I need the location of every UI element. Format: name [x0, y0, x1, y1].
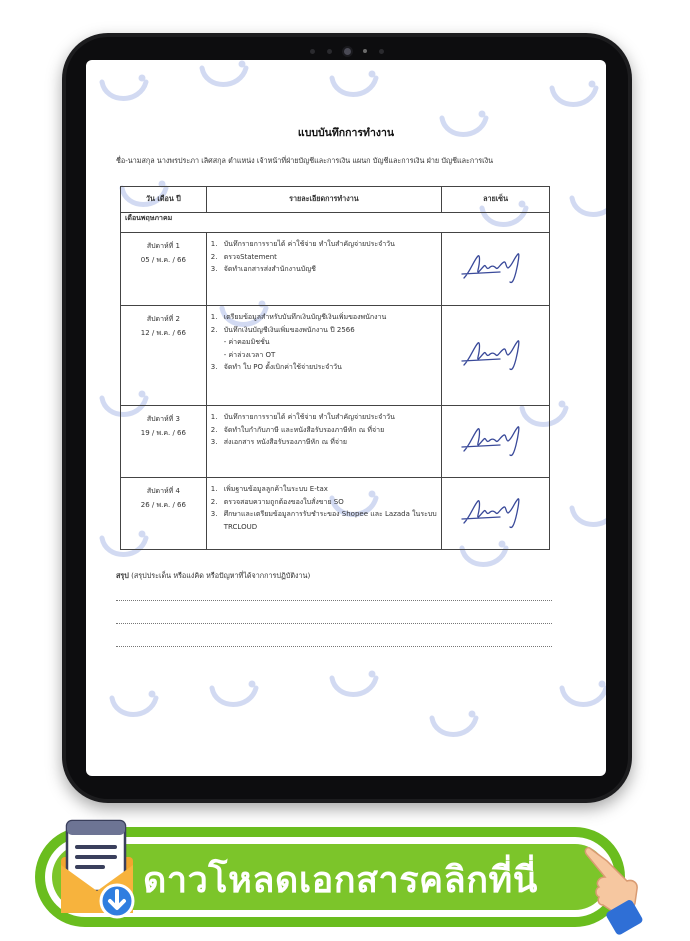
- month-label: เดือนพฤษภาคม: [121, 213, 550, 233]
- task-item: [211, 436, 437, 449]
- month-row: [121, 213, 550, 233]
- watermark-logo: [186, 60, 256, 96]
- detail-cell: [206, 478, 441, 550]
- task-text: บันทึกเงินบัญชีเงินเพิ่มของพนักงาน ปี 2566: [223, 325, 355, 334]
- week-date: 19 / พ.ค. / 66: [140, 429, 186, 437]
- task-number: 1.: [210, 485, 218, 493]
- camera-bar: [66, 46, 628, 56]
- sensor-dot: [327, 49, 332, 54]
- task-number: 2.: [210, 325, 218, 334]
- summary-dotted-line: [116, 623, 552, 624]
- task-item: [211, 508, 437, 533]
- document-download-icon: [53, 813, 143, 923]
- task-item: [211, 496, 437, 509]
- header-detail: รายละเอียดการทำงาน: [206, 187, 441, 213]
- task-text: จัดทำใบกำกับภาษี และหนังสือรับรองภาษีหัก ณ ที่จ่าย: [223, 425, 385, 434]
- signature-cell: [442, 233, 550, 306]
- pointing-hand-icon: [583, 843, 645, 935]
- led-dot: [363, 49, 367, 53]
- task-number: 3.: [210, 510, 218, 518]
- header-date: วัน เดือน ปี: [121, 187, 207, 213]
- task-text: ส่งเอกสาร หนังสือรับรองภาษีหัก ณ ที่จ่าย: [223, 438, 348, 446]
- signature-image: [456, 335, 536, 375]
- task-number: 2.: [210, 497, 218, 506]
- task-number: 3.: [210, 363, 218, 371]
- task-number: 3.: [210, 265, 218, 273]
- task-text: บันทึกรายการรายได้ ค่าใช้จ่าย ทำใบสำคัญจ่ายประจำวัน: [223, 240, 395, 248]
- watermark-logo: [556, 490, 606, 536]
- task-text: บันทึกรายการรายได้ ค่าใช้จ่าย ทำใบสำคัญจ่ายประจำวัน: [223, 413, 395, 421]
- signature-cell: [442, 406, 550, 478]
- task-text: จัดทำ ใบ PO ตั้งเบิกค่าใช้จ่ายประจำวัน: [223, 363, 342, 371]
- employee-info-line: ชื่อ-นามสกุล นางพรประภา เลิศสกุล ตำแหน่ง เจ้าหน้าที่ฝ่ายบัญชีและการเงิน แผนก บัญชีและการเงิน ฝ่าย บัญชีและการเงิน: [116, 156, 493, 165]
- watermark-logo: [196, 670, 266, 716]
- header-signature: ลายเซ็น: [442, 187, 550, 213]
- task-item: [211, 324, 437, 337]
- download-banner-label: ดาวโหลดเอกสารคลิกที่นี่: [143, 860, 538, 901]
- week-label: สัปดาห์ที่ 3: [146, 415, 180, 423]
- task-item: [211, 361, 437, 374]
- task-number: 1.: [210, 240, 218, 248]
- task-text: เตรียมข้อมูลสำหรับบันทึกเงินบัญชีเงินเพิ่มของพนักงาน: [223, 313, 387, 321]
- watermark-logo: [556, 180, 606, 226]
- summary-dotted-line: [116, 600, 552, 601]
- task-text: ศึกษาและเตรียมข้อมูลการรับชำระของ Shopee และ Lazada ในระบบ TRCLOUD: [223, 510, 437, 531]
- camera-icon: [344, 48, 351, 55]
- task-text: ตรวจStatement: [223, 252, 277, 261]
- table-row: [121, 406, 550, 478]
- week-cell: [121, 306, 207, 406]
- signature-cell: [442, 306, 550, 406]
- signature-cell: [442, 478, 550, 550]
- task-item: [211, 263, 437, 276]
- detail-cell: [206, 233, 441, 306]
- task-number: 1.: [210, 313, 218, 321]
- watermark-logo: [536, 70, 606, 116]
- sub-item: - ค่าคอมมิชชั่น: [223, 338, 270, 346]
- week-cell: [121, 478, 207, 550]
- table-row: [121, 233, 550, 306]
- task-number: 3.: [210, 438, 218, 446]
- table-header-row: [121, 187, 550, 213]
- summary-dotted-line: [116, 646, 552, 647]
- watermark-logo: [316, 660, 386, 706]
- table-row: [121, 478, 550, 550]
- task-item: [211, 311, 437, 324]
- week-label: สัปดาห์ที่ 2: [146, 315, 180, 323]
- week-cell: [121, 233, 207, 306]
- watermark-logo: [416, 700, 486, 746]
- task-number: 1.: [210, 413, 218, 421]
- task-text: เพิ่มฐานข้อมูลลูกค้าในระบบ E-tax: [223, 485, 328, 493]
- summary-label: สรุป: [116, 571, 129, 580]
- table-row: [121, 306, 550, 406]
- detail-cell: [206, 306, 441, 406]
- worklog-table: [120, 186, 550, 550]
- task-number: 2.: [210, 425, 218, 434]
- tablet-screen: [86, 60, 606, 776]
- week-date: 12 / พ.ค. / 66: [140, 329, 186, 337]
- task-item: [211, 483, 437, 496]
- watermark-logo: [546, 670, 606, 716]
- task-item: [211, 251, 437, 264]
- watermark-logo: [86, 64, 156, 110]
- week-date: 05 / พ.ค. / 66: [140, 256, 186, 264]
- sensor-dot: [379, 49, 384, 54]
- task-item: [211, 424, 437, 437]
- detail-cell: [206, 406, 441, 478]
- download-banner-button[interactable]: [35, 813, 645, 935]
- task-text: ตรวจสอบความถูกต้องของใบสั่งขาย SO: [223, 497, 344, 506]
- sub-item: - ค่าล่วงเวลา OT: [223, 350, 276, 359]
- week-label: สัปดาห์ที่ 4: [146, 487, 180, 495]
- task-item: [211, 238, 437, 251]
- summary-line: [116, 571, 310, 582]
- watermark-logo: [316, 60, 386, 106]
- watermark-logo: [96, 680, 166, 726]
- task-text: จัดทำเอกสารส่งสำนักงานบัญชี: [223, 265, 316, 273]
- document-title: แบบบันทึกการทำงาน: [297, 127, 395, 139]
- week-cell: [121, 406, 207, 478]
- signature-image: [456, 493, 536, 533]
- signature-image: [456, 421, 536, 461]
- summary-hint: (สรุปประเด็น หรือแง่คิด หรือปัญหาที่ได้จากการปฏิบัติงาน): [131, 571, 311, 580]
- week-label: สัปดาห์ที่ 1: [146, 242, 180, 250]
- sensor-dot: [310, 49, 315, 54]
- signature-image: [456, 248, 536, 288]
- week-date: 26 / พ.ค. / 66: [140, 501, 186, 509]
- task-item: [211, 411, 437, 424]
- task-number: 2.: [210, 252, 218, 261]
